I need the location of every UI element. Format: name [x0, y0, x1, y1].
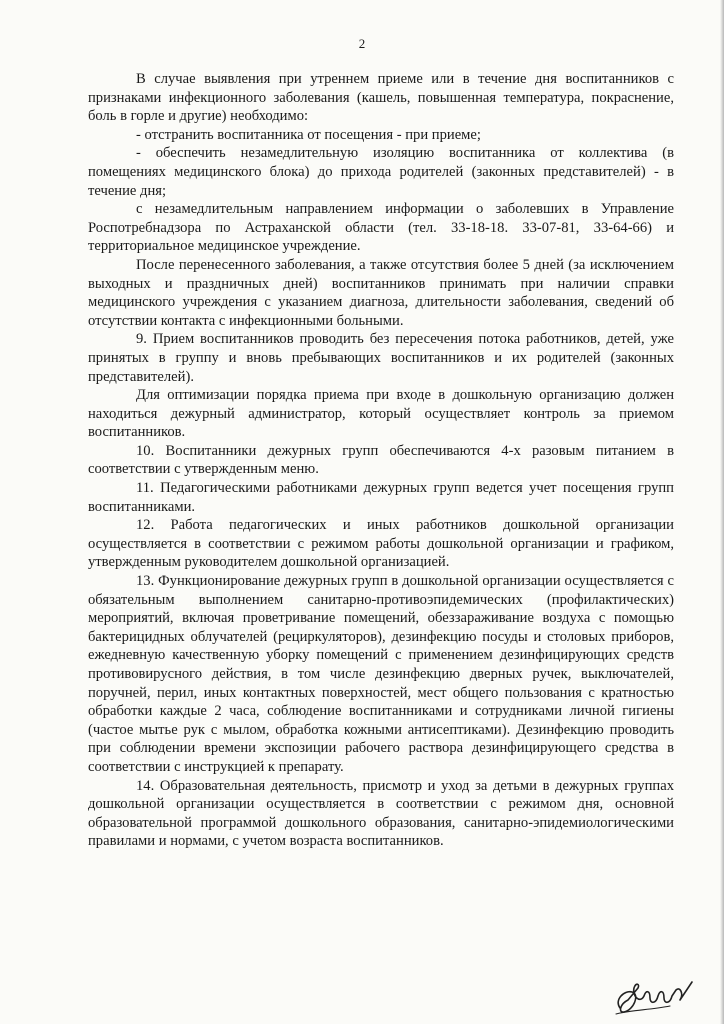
- paragraph: 13. Функционирование дежурных групп в дошкольной организации осуществляется с обязательным выполнением санитарно-противоэпидемических (профилактических) мероприятий, включая проветривание помещений, обеззараживание воздуха с помощью бактерицидных облучателей (рециркуляторов), дезинфекцию посуды и столовых приборов, ежедневную качественную уборку помещений с применением дезинфицирующих средств противовирусного действия, в том числе дезинфекцию дверных ручек, выключателей, поручней, перил, иных контактных поверхностей, мест общего пользования с кратностью обработки каждые 2 часа, соблюдение воспитанниками и сотрудниками личной гигиены (частое мытье рук с мылом, обработка кожными антисептиками). Дезинфекцию проводить при соблюдении времени экспозиции рабочего раствора дезинфицирующего средства в соответствии с инструкцией к препарату.: [88, 573, 674, 775]
- scan-edge-shadow: [720, 0, 724, 1024]
- paragraph: - обеспечить незамедлительную изоляцию воспитанника от коллектива (в помещениях медицинского блока) до прихода родителей (законных представителей) - в течение дня;: [88, 145, 674, 199]
- paragraph: с незамедлительным направлением информации о заболевших в Управление Роспотребнадзора по Астраханской области (тел. 33-18-18. 33-07-81, 33-64-66) и территориальное медицинское учреждение.: [88, 201, 674, 255]
- handwritten-signature: [610, 960, 700, 1020]
- paragraph: 12. Работа педагогических и иных работников дошкольной организации осуществляется в соответствии с режимом работы дошкольной организации и графиком, утвержденным руководителем дошкольной организацией.: [88, 517, 674, 571]
- paragraph: После перенесенного заболевания, а также отсутствия более 5 дней (за исключением выходных и праздничных дней) воспитанников принимать при наличии справки медицинского учреждения с указанием диагноза, длительности заболевания, сведений об отсутствии контакта с инфекционными больными.: [88, 256, 674, 329]
- paragraph: - отстранить воспитанника от посещения - при приеме;: [136, 126, 481, 143]
- page-number: 2: [358, 36, 366, 51]
- document-body: [88, 70, 674, 851]
- paragraph: 14. Образовательная деятельность, присмотр и уход за детьми в дежурных группах дошкольной организации осуществляется в соответствии с режимом дня, основной образовательной программой дошкольного образования, санитарно-эпидемиологическими правилами и нормами, с учетом возраста воспитанников.: [88, 777, 674, 850]
- paragraph: 11. Педагогическими работниками дежурных групп ведется учет посещения групп воспитанниками.: [88, 480, 674, 515]
- paragraph: 9. Прием воспитанников проводить без пересечения потока работников, детей, уже принятых в группу и вновь пребывающих воспитанников и их родителей (законных представителей).: [88, 331, 674, 385]
- paragraph: В случае выявления при утреннем приеме или в течение дня воспитанников с признаками инфекционного заболевания (кашель, повышенная температура, покраснение, боль в горле и другие) необходимо:: [88, 71, 674, 125]
- paragraph: 10. Воспитанники дежурных групп обеспечиваются 4-х разовым питанием в соответствии с утвержденным меню.: [88, 442, 674, 478]
- paragraph: Для оптимизации порядка приема при входе в дошкольную организацию должен находиться дежурный администратор, который осуществляет контроль за приемом воспитанников.: [88, 387, 674, 441]
